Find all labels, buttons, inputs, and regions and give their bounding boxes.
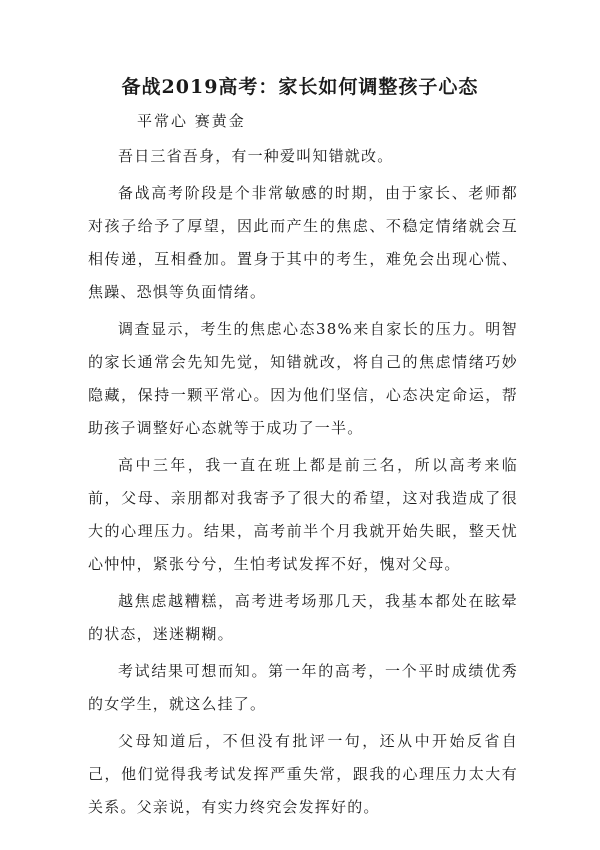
document-title: 备战2019高考：家长如何调整孩子心态 xyxy=(121,76,479,98)
paragraph-3: 调查显示，考生的焦虑心态38%来自家长的压力。明智的家长通常会先知先觉，知错就改，将自己的焦虑情绪巧妙隐藏，保持一颗平常心。因为他们坚信，心态决定命运，帮助孩子调整好心态就等于成功了一半。 xyxy=(88,320,518,437)
article-body xyxy=(88,140,518,828)
paragraph-1: 吾日三省吾身，有一种爱叫知错就改。 xyxy=(118,147,394,165)
paragraph-5: 越焦虑越糟糕，高考进考场那几天，我基本都处在眩晕的状态，迷迷糊糊。 xyxy=(88,592,518,643)
paragraph-2: 备战高考阶段是个非常敏感的时期，由于家长、老师都对孩子给予了厚望，因此而产生的焦虑、不稳定情绪就会互相传递，互相叠加。置身于其中的考生，难免会出现心慌、焦躁、恐惧等负面情绪。 xyxy=(88,184,518,301)
author-line: 平常心 赛黄金 xyxy=(137,112,246,130)
paragraph-6: 考试结果可想而知。第一年的高考，一个平时成绩优秀的女学生，就这么挂了。 xyxy=(88,662,518,713)
paragraph-4: 高中三年，我一直在班上都是前三名，所以高考来临前，父母、亲朋都对我寄予了很大的希望，这对我造成了很大的心理压力。结果，高考前半个月我就开始失眠，整天忧心忡忡，紧张兮兮，生怕考试发挥不好，愧对父母。 xyxy=(88,456,518,573)
paragraph-7: 父母知道后，不但没有批评一句，还从中开始反省自己，他们觉得我考试发挥严重失常，跟我的心理压力太大有关系。父亲说，有实力终究会发挥好的。 xyxy=(88,732,518,816)
